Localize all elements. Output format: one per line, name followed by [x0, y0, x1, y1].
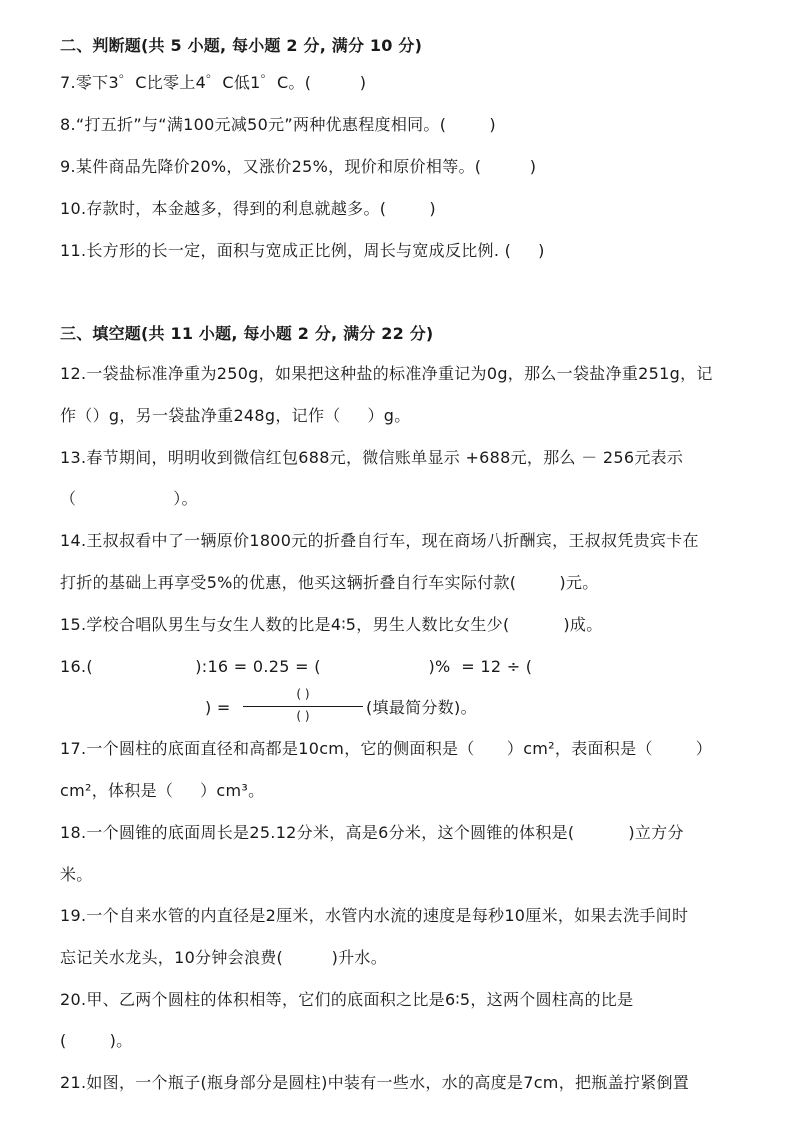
question-16-numerator: ( ) [296, 687, 310, 701]
question-15: 15.学校合唱队男生与女生人数的比是4∶5，男生人数比女生少( )成。 [60, 615, 603, 634]
question-18-line-1: 18.一个圆锥的底面周长是25.12分米，高是6分米，这个圆锥的体积是( )立方分 [60, 823, 684, 842]
question-14-line-1: 14.王叔叔看中了一辆原价1800元的折叠自行车，现在商场八折酬宾，王叔叔凭贵宾卡在 [60, 531, 699, 550]
question-13-line-2: （ ）。 [60, 489, 198, 508]
section-heading-fill: 三、填空题(共 11 小题, 每小题 2 分, 满分 22 分) [60, 324, 434, 343]
question-19-line-2: 忘记关水龙头，10分钟会浪费( )升水。 [60, 948, 388, 967]
question-8: 8.“打五折”与“满100元减50元”两种优惠程度相同。( ) [60, 115, 496, 134]
question-7: 7.零下3゜C比零上4゜C低1゜C。( ) [60, 73, 367, 92]
section-heading-judge: 二、判断题(共 5 小题, 每小题 2 分, 满分 10 分) [60, 36, 423, 55]
question-9: 9.某件商品先降价20%，又涨价25%，现价和原价相等。( ) [60, 157, 537, 176]
question-11: 11.长方形的长一定，面积与宽成正比例，周长与宽成反比例. ( ) [60, 241, 545, 260]
question-12-line-1: 12.一袋盐标准净重为250g，如果把这种盐的标准净重记为0g，那么一袋盐净重251g，记 [60, 364, 713, 383]
question-13-line-1: 13.春节期间，明明收到微信红包688元，微信账单显示 +688元，那么 － 256元表示 [60, 448, 684, 467]
question-16-equals: ) = [205, 698, 231, 717]
question-20-line-2: ( )。 [60, 1031, 133, 1050]
fraction-bar [243, 706, 363, 707]
question-10: 10.存款时，本金越多，得到的利息就越多。( ) [60, 199, 436, 218]
question-19-line-1: 19.一个自来水管的内直径是2厘米，水管内水流的速度是每秒10厘米，如果去洗手间时 [60, 906, 689, 925]
question-21-line-1: 21.如图，一个瓶子(瓶身部分是圆柱)中装有一些水，水的高度是7cm，把瓶盖拧紧倒置 [60, 1073, 690, 1092]
question-16-line-1: 16.( ):16 = 0.25 = ( )% = 12 ÷ ( [60, 657, 533, 676]
question-14-line-2: 打折的基础上再享受5%的优惠，他买这辆折叠自行车实际付款( )元。 [60, 573, 599, 592]
question-12-line-2: 作（）g，另一袋盐净重248g，记作（ ）g。 [60, 406, 411, 425]
question-17-line-1: 17.一个圆柱的底面直径和高都是10cm，它的侧面积是（ ）cm²，表面积是（ ） [60, 739, 713, 758]
question-16-denominator: ( ) [296, 709, 310, 723]
question-16-note: (填最简分数)。 [366, 698, 477, 717]
question-18-line-2: 米。 [60, 865, 93, 884]
question-20-line-1: 20.甲、乙两个圆柱的体积相等，它们的底面积之比是6∶5，这两个圆柱高的比是 [60, 990, 634, 1009]
question-17-line-2: cm²，体积是（ ）cm³。 [60, 781, 265, 800]
